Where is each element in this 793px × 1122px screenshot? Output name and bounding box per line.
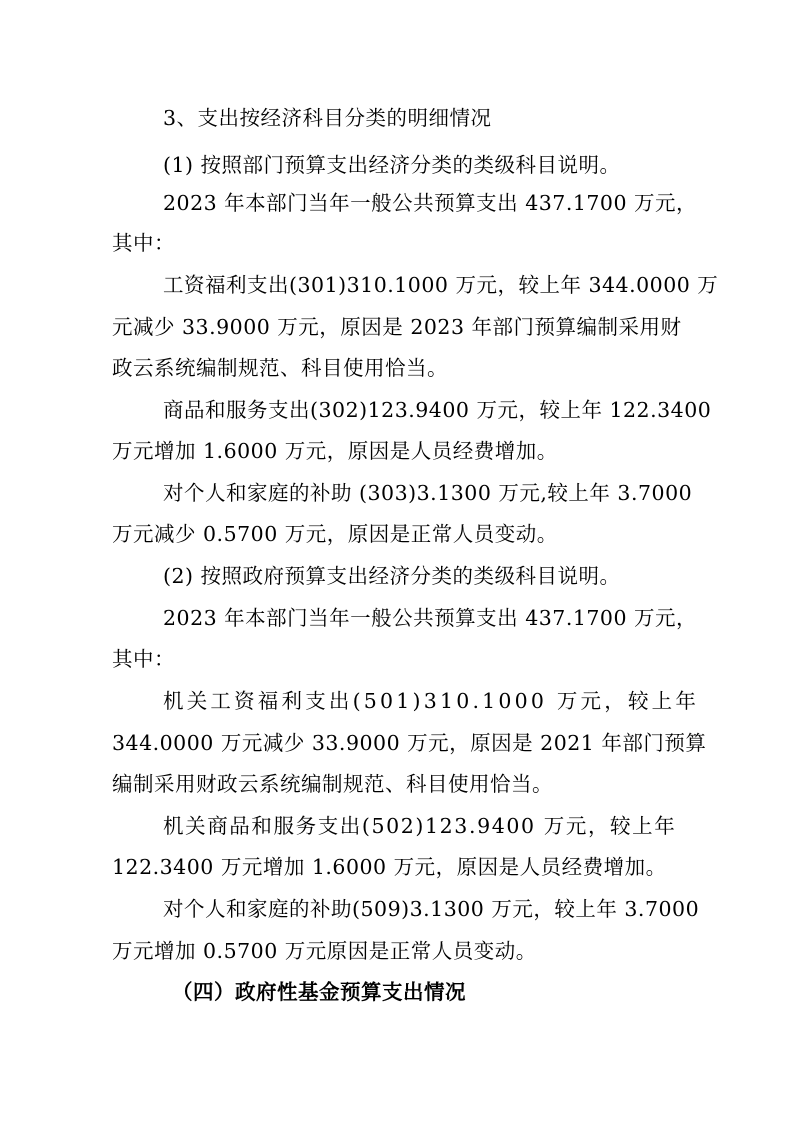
paragraph-line: 万元减少 0.5700 万元，原因是正常人员变动。	[112, 522, 558, 546]
paragraph-line: 政云系统编制规范、科目使用恰当。	[112, 356, 448, 380]
paragraph-line: 工资福利支出(301)310.1000 万元，较上年 344.0000 万	[163, 273, 719, 297]
paragraph-line: 其中：	[112, 231, 175, 255]
paragraph-line: 机关商品和服务支出(502)123.9400 万元，较上年	[163, 814, 677, 838]
paragraph-line: 万元增加 0.5700 万元原因是正常人员变动。	[112, 939, 537, 963]
section-heading-bold: （四）政府性基金预算支出情况	[172, 980, 466, 1004]
paragraph-line: 元减少 33.9000 万元，原因是 2023 年部门预算编制采用财	[112, 315, 682, 339]
paragraph-line: 2023 年本部门当年一般公共预算支出 437.1700 万元，	[163, 191, 698, 215]
paragraph-line: 其中：	[112, 647, 175, 671]
paragraph-line: 344.0000 万元减少 33.9000 万元，原因是 2021 年部门预算	[112, 731, 707, 755]
subsection-heading: (1) 按照部门预算支出经济分类的类级科目说明。	[163, 153, 621, 177]
paragraph-line: 对个人和家庭的补助 (303)3.1300 万元,较上年 3.7000	[163, 481, 693, 505]
section-heading: 3、支出按经济科目分类的明细情况	[163, 106, 492, 130]
paragraph-line: 商品和服务支出(302)123.9400 万元，较上年 122.3400	[163, 398, 712, 422]
paragraph-line: 122.3400 万元增加 1.6000 万元，原因是人员经费增加。	[112, 855, 667, 879]
paragraph-line: 对个人和家庭的补助(509)3.1300 万元，较上年 3.7000	[163, 897, 700, 921]
paragraph-line: 2023 年本部门当年一般公共预算支出 437.1700 万元，	[163, 606, 698, 630]
subsection-heading: (2) 按照政府预算支出经济分类的类级科目说明。	[163, 564, 621, 588]
paragraph-line: 万元增加 1.6000 万元，原因是人员经费增加。	[112, 439, 558, 463]
paragraph-line: 机关工资福利支出(501)310.1000 万元，较上年	[163, 689, 700, 713]
paragraph-line: 编制采用财政云系统编制规范、科目使用恰当。	[112, 772, 553, 796]
